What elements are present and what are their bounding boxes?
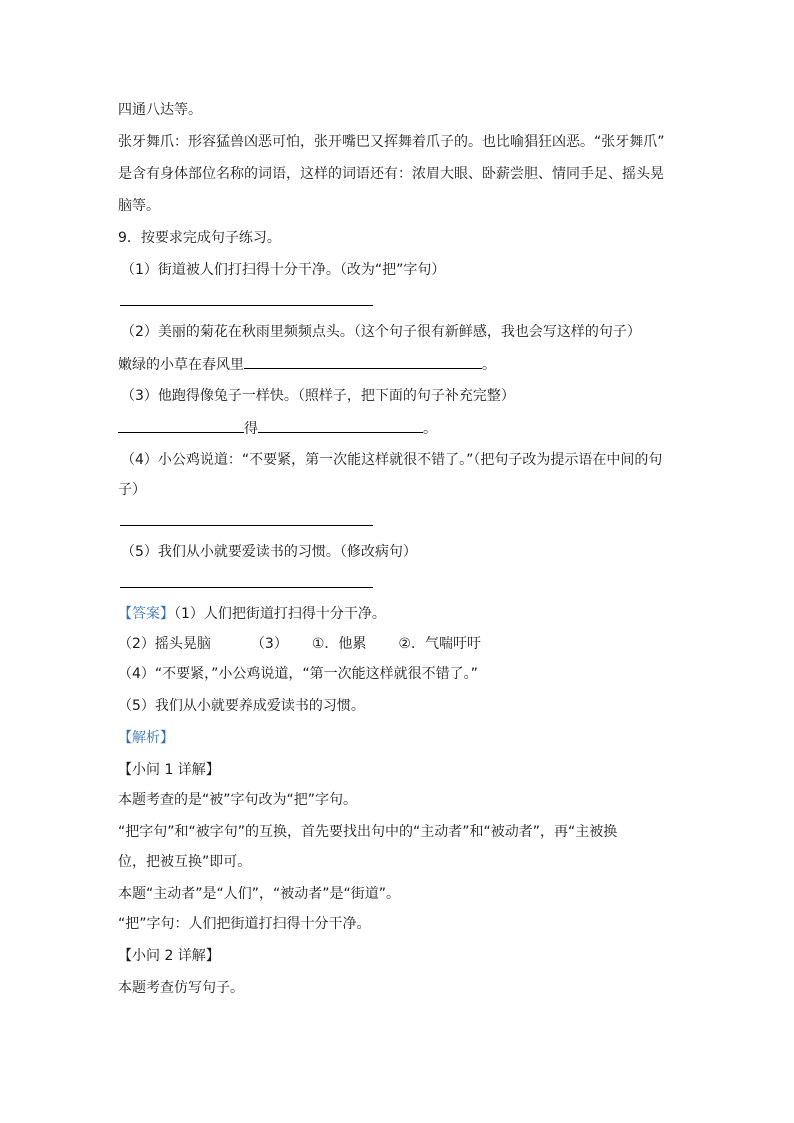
text-line: “把字句”和“被字句”的互换，首先要找出句中的“主动者”和“被动者”，再“主被换 bbox=[118, 824, 618, 840]
subquestion-1-title: 【小问 1 详解】 bbox=[118, 762, 220, 778]
question-2-fill bbox=[118, 354, 496, 375]
answer-line-2 bbox=[118, 634, 481, 654]
question-3-fill bbox=[118, 418, 437, 439]
text-line: 本题考查仿写句子。 bbox=[118, 980, 244, 996]
question-4: （4）小公鸡说道：“不要紧，第一次能这样就很不错了。”（把句子改为提示语在中间的句 bbox=[121, 452, 663, 468]
question-1: （1）街道被人们打扫得十分干净。（改为“把”字句） bbox=[121, 262, 446, 278]
answer-3-part-1: ①．他累 bbox=[311, 636, 367, 652]
text-line: “把”字句：人们把街道打扫得十分干净。 bbox=[118, 916, 371, 932]
text-line: 本题“主动者”是“人们”，“被动者”是“街道”。 bbox=[118, 886, 401, 902]
text-line: 脑等。 bbox=[118, 198, 160, 214]
analysis-tag: 【解析】 bbox=[118, 730, 174, 746]
answer-3-part-2: ②．气喘吁吁 bbox=[398, 636, 481, 652]
answer-3-label: （3） bbox=[250, 636, 288, 652]
question-2: （2）美丽的菊花在秋雨里频频点头。（这个句子很有新鲜感，我也会写这样的句子） bbox=[121, 324, 641, 340]
answer-blank-5[interactable] bbox=[120, 587, 373, 588]
fill-prefix: 嫩绿的小草在春风里 bbox=[118, 357, 244, 373]
answer-line-1 bbox=[118, 604, 386, 624]
text-line: 张牙舞爪：形容猛兽凶恶可怕，张开嘴巴又挥舞着爪子的。也比喻猖狂凶恶。“张牙舞爪” bbox=[118, 134, 665, 150]
answer-blank-1[interactable] bbox=[120, 305, 373, 306]
answer-blank-3a[interactable] bbox=[118, 418, 244, 433]
question-3: （3）他跑得像兔子一样快。（照样子，把下面的句子补充完整） bbox=[121, 388, 515, 404]
text-line: 位，把被互换”即可。 bbox=[118, 854, 252, 870]
answer-1: （1）人们把街道打扫得十分干净。 bbox=[174, 606, 386, 622]
subquestion-2-title: 【小问 2 详解】 bbox=[118, 948, 220, 964]
fill-end: 。 bbox=[423, 421, 437, 437]
answer-blank-4[interactable] bbox=[120, 525, 373, 526]
question-4-cont: 子） bbox=[118, 482, 146, 498]
text-line: 本题考查的是“被”字句改为“把”字句。 bbox=[118, 792, 358, 808]
answer-tag: 【答案】 bbox=[118, 606, 174, 622]
answer-4: （4）“不要紧，”小公鸡说道，“第一次能这样就很不错了。” bbox=[118, 666, 478, 682]
answer-blank-2[interactable] bbox=[244, 354, 482, 369]
text-line: 四通八达等。 bbox=[118, 102, 202, 118]
question-9-title: 9．按要求完成句子练习。 bbox=[118, 230, 281, 246]
answer-blank-3b[interactable] bbox=[258, 418, 423, 433]
answer-5: （5）我们从小就要养成爱读书的习惯。 bbox=[118, 698, 365, 714]
answer-2: （2）摇头晃脑 bbox=[118, 636, 211, 652]
text-line: 是含有身体部位名称的词语，这样的词语还有：浓眉大眼、卧薪尝胆、情同手足、摇头晃 bbox=[118, 166, 664, 182]
question-5: （5）我们从小就要爱读书的习惯。（修改病句） bbox=[121, 544, 417, 560]
fill-mid: 得 bbox=[244, 421, 258, 437]
fill-end: 。 bbox=[482, 357, 496, 373]
